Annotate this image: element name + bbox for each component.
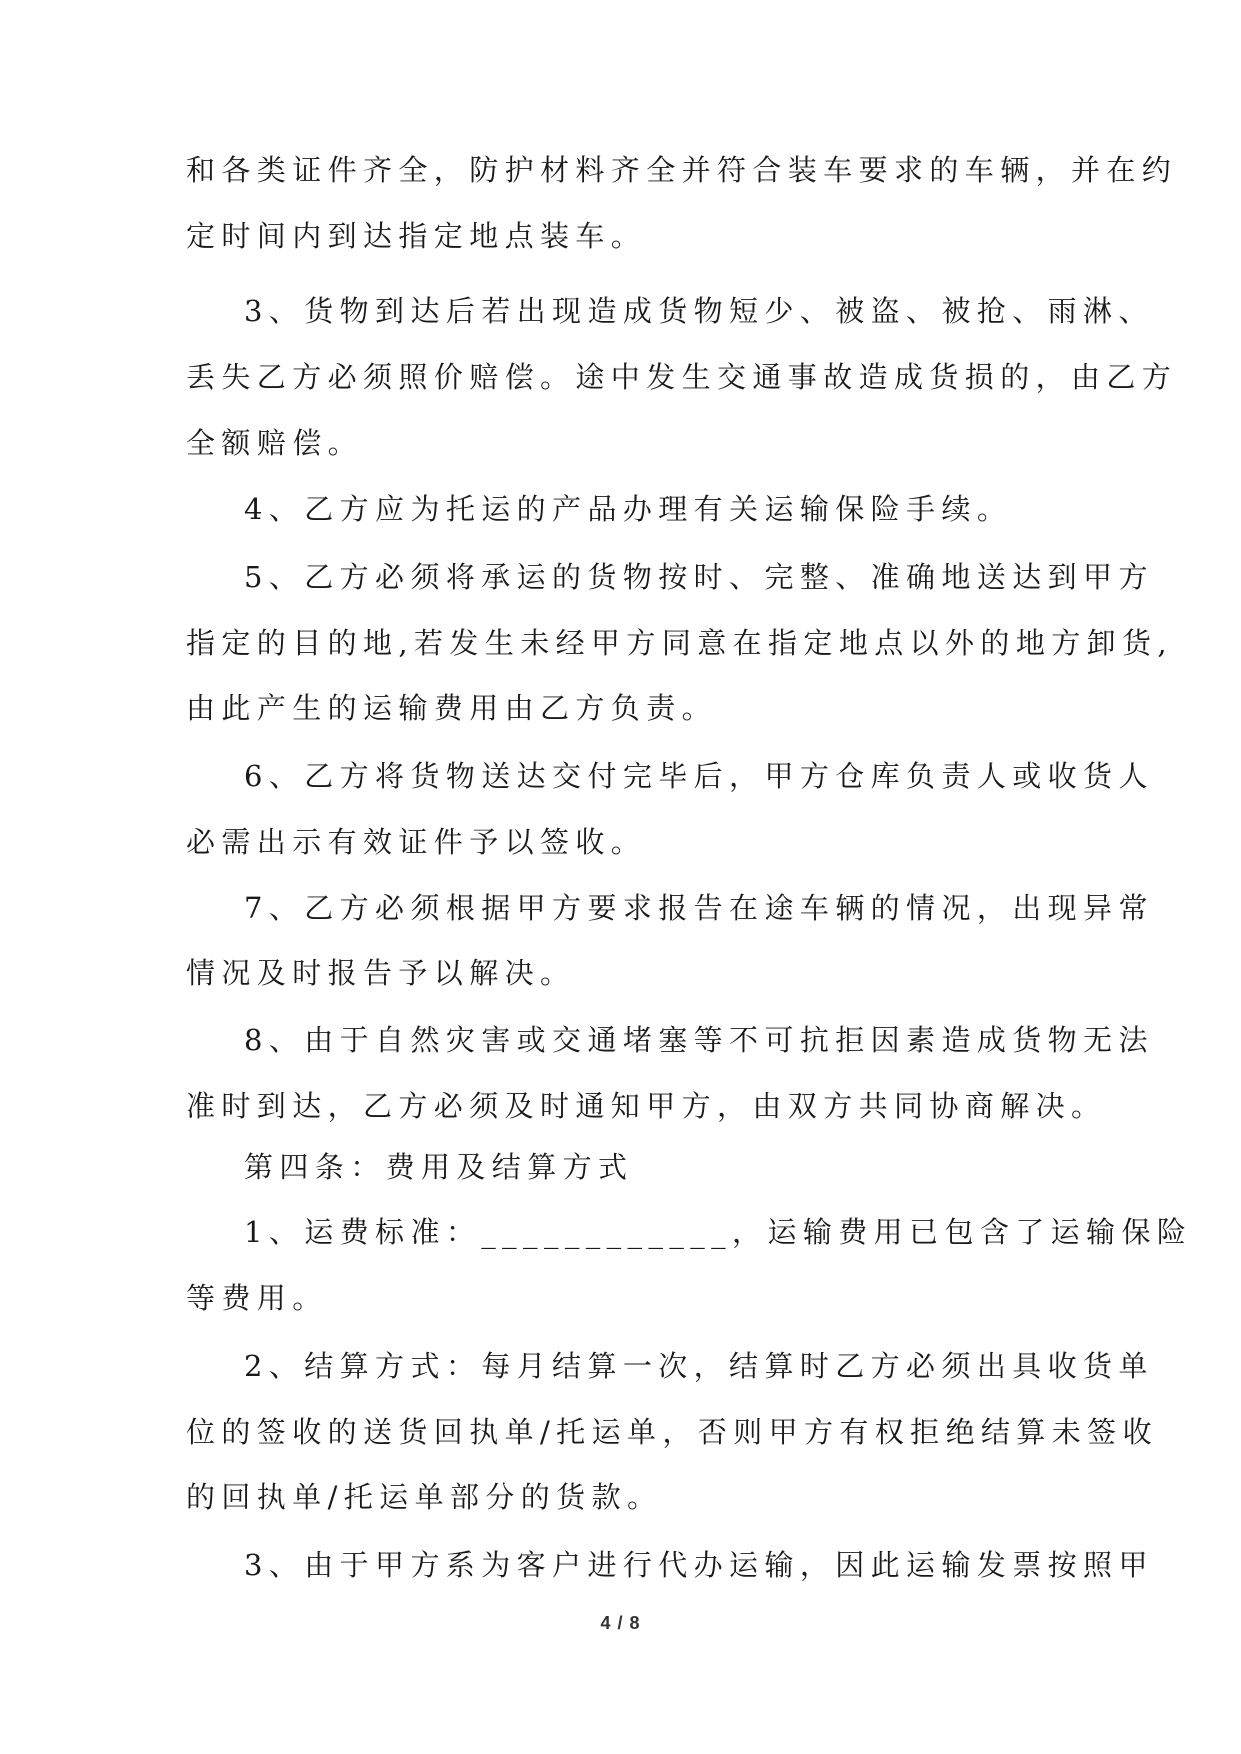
body-line-22: 3、由于甲方系为客户进行代办运输，因此运输发票按照甲 bbox=[244, 1548, 1154, 1582]
body-line-2: 定时间内到达指定地点装车。 bbox=[186, 219, 647, 253]
body-line-6: 4、乙方应为托运的产品办理有关运输保险手续。 bbox=[244, 492, 1013, 526]
body-line-8: 指定的目的地,若发生未经甲方同意在指定地点以外的地方卸货, bbox=[186, 626, 1174, 660]
body-line-14: 8、由于自然灾害或交通堵塞等不可抗拒因素造成货物无法 bbox=[244, 1023, 1154, 1057]
body-line-4: 丢失乙方必须照价赔偿。途中发生交通事故造成货损的，由乙方 bbox=[186, 360, 1178, 394]
body-line-5: 全额赔偿。 bbox=[186, 426, 364, 460]
body-line-15: 准时到达，乙方必须及时通知甲方，由双方共同协商解决。 bbox=[186, 1089, 1107, 1123]
body-line-19: 2、结算方式：每月结算一次，结算时乙方必须出具收货单 bbox=[244, 1349, 1154, 1383]
body-line-10: 6、乙方将货物送达交付完毕后，甲方仓库负责人或收货人 bbox=[244, 759, 1154, 793]
body-line-21: 的回执单/托运单部分的货款。 bbox=[186, 1480, 663, 1514]
body-line-7: 5、乙方必须将承运的货物按时、完整、准确地送达到甲方 bbox=[244, 560, 1154, 594]
body-line-11: 必需出示有效证件予以签收。 bbox=[186, 825, 647, 859]
section-heading: 第四条：费用及结算方式 bbox=[244, 1150, 634, 1184]
body-line-20: 位的签收的送货回执单/托运单，否则甲方有权拒绝结算未签收 bbox=[186, 1415, 1158, 1449]
body-line-1: 和各类证件齐全，防护材料齐全并符合装车要求的车辆，并在约 bbox=[186, 153, 1178, 187]
page-number: 4 / 8 bbox=[600, 1613, 641, 1633]
body-line-17: 1、运费标准：____________，运输费用已包含了运输保险 bbox=[244, 1215, 1193, 1249]
body-line-9: 由此产生的运输费用由乙方负责。 bbox=[186, 691, 718, 725]
body-line-18: 等费用。 bbox=[186, 1281, 328, 1315]
body-line-3: 3、货物到达后若出现造成货物短少、被盗、被抢、雨淋、 bbox=[244, 294, 1154, 328]
body-line-13: 情况及时报告予以解决。 bbox=[186, 956, 576, 990]
body-line-12: 7、乙方必须根据甲方要求报告在途车辆的情况，出现异常 bbox=[244, 891, 1154, 925]
